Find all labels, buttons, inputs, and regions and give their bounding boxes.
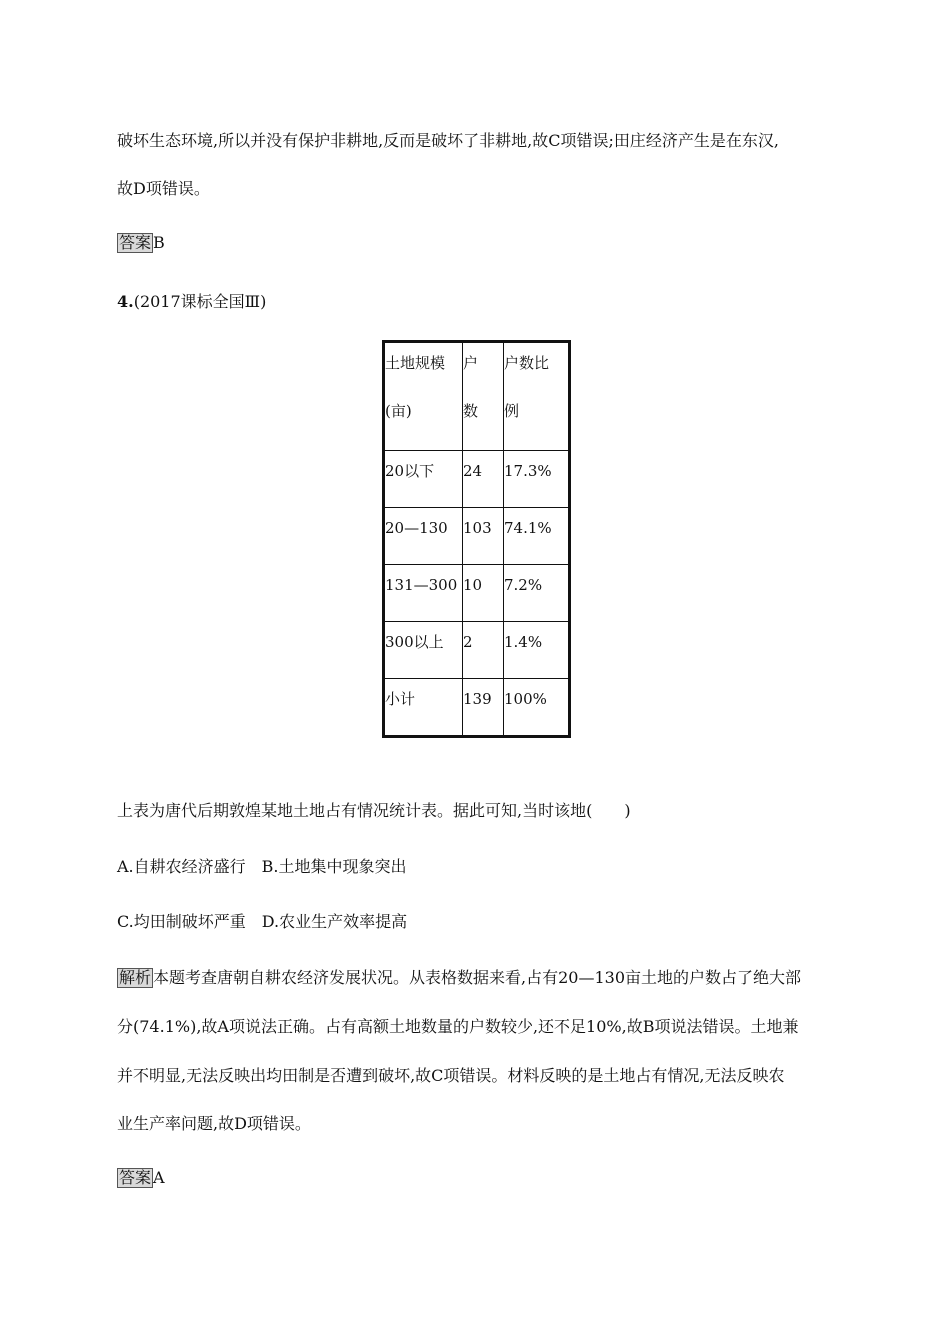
table-header-row bbox=[384, 342, 570, 451]
answer-value: B bbox=[153, 233, 165, 252]
table-cell: 300以上 bbox=[384, 622, 463, 679]
analysis-line-1: 解析 本题考查唐朝自耕农经济发展状况。从表格数据来看,占有20—130亩土地的户数占了绝大部 bbox=[119, 968, 802, 987]
analysis-tag: 解析 bbox=[119, 968, 152, 987]
options-line-1: A.自耕农经济盛行 B.土地集中现象突出 bbox=[117, 857, 407, 876]
table-row bbox=[384, 508, 570, 565]
prev-explanation-line-2: 故D项错误。 bbox=[117, 179, 210, 198]
table-row bbox=[384, 679, 570, 737]
table-cell: 131—300 bbox=[384, 565, 463, 622]
analysis-line-3: 并不明显,无法反映出均田制是否遭到破坏,故C项错误。材料反映的是土地占有情况,无法反映农 bbox=[117, 1066, 785, 1085]
question-heading bbox=[117, 292, 833, 312]
table-cell: 小计 bbox=[384, 679, 463, 737]
table-cell: 103 bbox=[463, 508, 504, 565]
analysis-line-4: 业生产率问题,故D项错误。 bbox=[117, 1114, 311, 1133]
analysis-line-2: 分(74.1%),故A项说法正确。占有高额土地数量的户数较少,还不足10%,故B项说法错误。土地兼 bbox=[117, 1017, 799, 1036]
table-cell: 7.2% bbox=[504, 565, 570, 622]
prev-explanation-line-1: 破坏生态环境,所以并没有保护非耕地,反而是破坏了非耕地,故C项错误;田庄经济产生是在东汉, bbox=[117, 131, 779, 150]
table-row bbox=[384, 451, 570, 508]
table-cell: 100% bbox=[504, 679, 570, 737]
table-cell: 2 bbox=[463, 622, 504, 679]
table-cell: 24 bbox=[463, 451, 504, 508]
table-cell: 20—130 bbox=[384, 508, 463, 565]
table-cell: 20以下 bbox=[384, 451, 463, 508]
header-cell: 户 数 bbox=[463, 342, 504, 451]
question-stem: 上表为唐代后期敦煌某地土地占有情况统计表。据此可知,当时该地( ) bbox=[117, 801, 631, 820]
answer-tag: 答案 bbox=[119, 233, 152, 252]
prev-answer bbox=[117, 233, 833, 253]
answer-value: A bbox=[153, 1168, 165, 1187]
table-cell: 10 bbox=[463, 565, 504, 622]
table-cell: 1.4% bbox=[504, 622, 570, 679]
land-statistics-table bbox=[382, 340, 571, 738]
table-cell: 17.3% bbox=[504, 451, 570, 508]
table-cell: 74.1% bbox=[504, 508, 570, 565]
header-cell: 土地规模 (亩) bbox=[384, 342, 463, 451]
question-number: 4. bbox=[117, 292, 134, 311]
question-source: (2017课标全国Ⅲ) bbox=[133, 292, 267, 311]
header-cell: 户数比 例 bbox=[504, 342, 570, 451]
table-cell: 139 bbox=[463, 679, 504, 737]
table-row bbox=[384, 622, 570, 679]
table-row bbox=[384, 565, 570, 622]
answer-tag: 答案 bbox=[119, 1168, 152, 1187]
answer bbox=[117, 1168, 833, 1188]
options-line-2: C.均田制破坏严重 D.农业生产效率提高 bbox=[117, 912, 408, 931]
